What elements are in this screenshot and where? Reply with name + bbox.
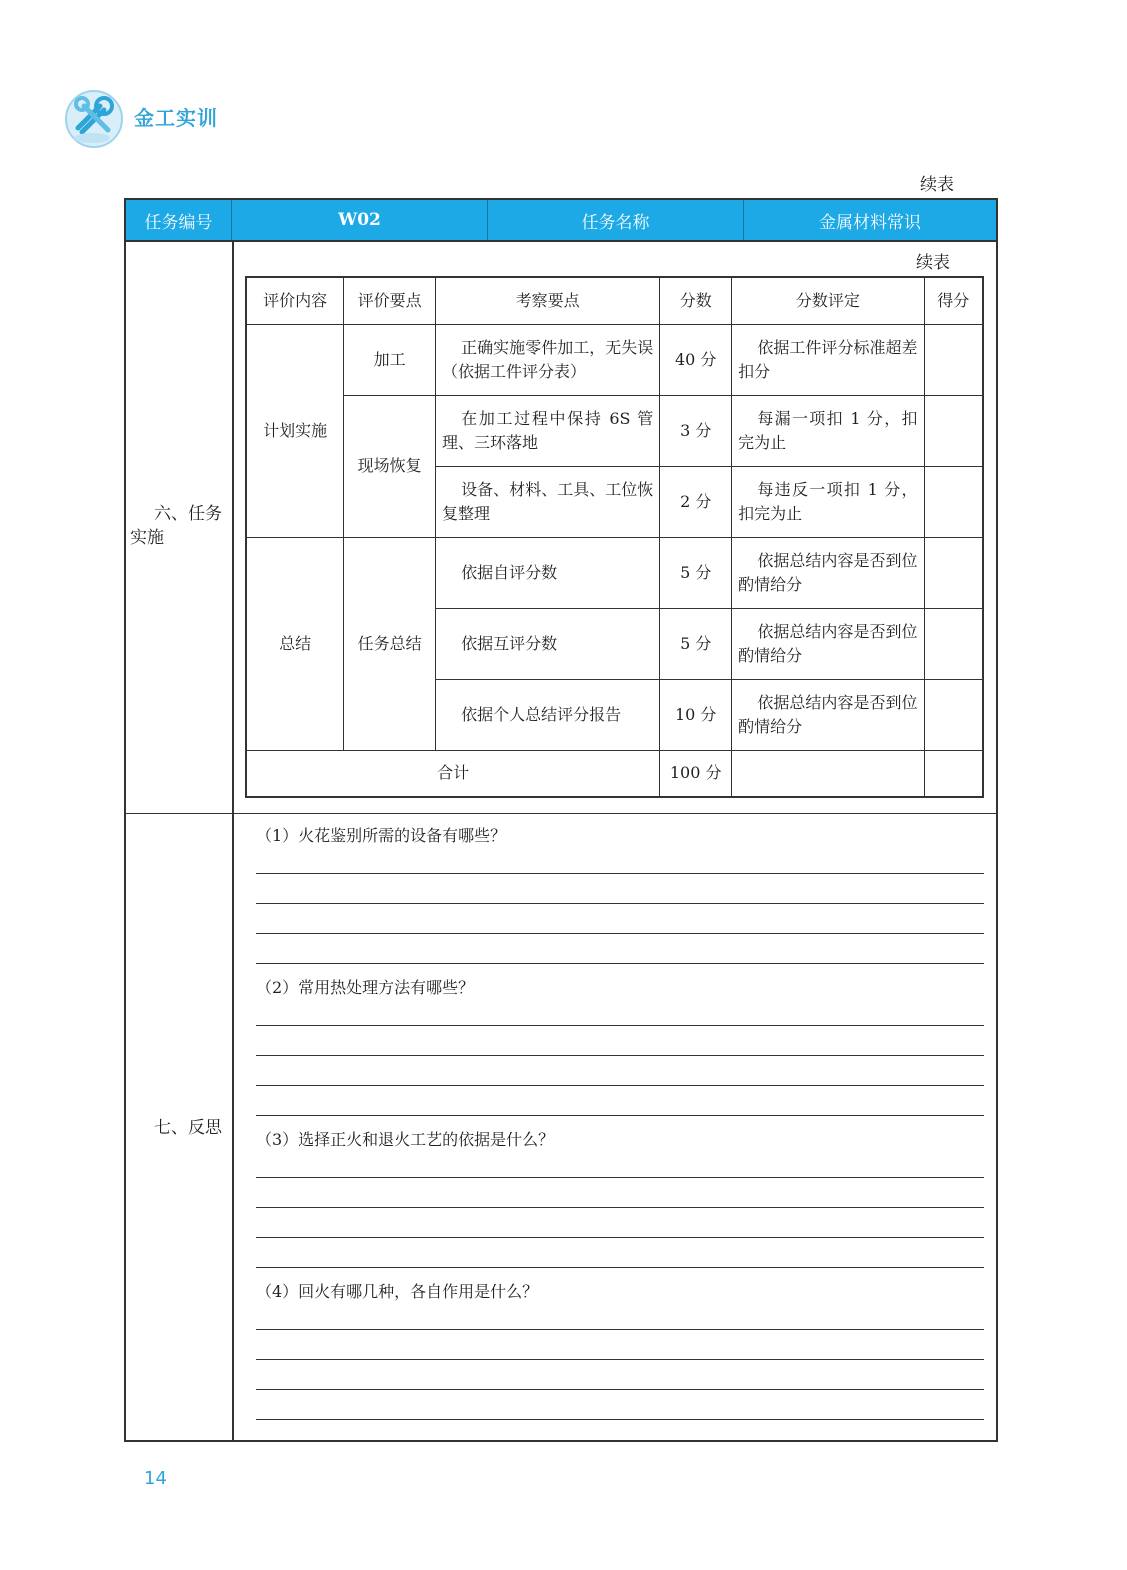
rule-cell: 每漏一项扣 1 分，扣完为止 bbox=[732, 395, 924, 466]
question-3: （3）选择正火和退火工艺的依据是什么？ bbox=[256, 1130, 555, 1149]
point-cell: 加工 bbox=[344, 324, 436, 395]
total-row bbox=[246, 750, 983, 797]
header-cell: 得分 bbox=[924, 277, 983, 324]
task-name-label: 任务名称 bbox=[488, 200, 744, 240]
check-cell: 依据自评分数 bbox=[435, 537, 659, 608]
answer-line[interactable] bbox=[256, 1055, 984, 1056]
answer-line[interactable] bbox=[256, 1389, 984, 1390]
header-cell: 评价要点 bbox=[344, 277, 436, 324]
score-cell: 2 分 bbox=[660, 466, 732, 537]
table-header-row bbox=[246, 277, 983, 324]
book-title: 金工实训 bbox=[134, 106, 218, 130]
score-cell: 5 分 bbox=[660, 537, 732, 608]
total-score: 100 分 bbox=[660, 750, 732, 797]
header-cell: 分数评定 bbox=[732, 277, 924, 324]
answer-line[interactable] bbox=[256, 1115, 984, 1116]
answer-line[interactable] bbox=[256, 1237, 984, 1238]
answer-line[interactable] bbox=[256, 1359, 984, 1360]
header-cell: 考察要点 bbox=[435, 277, 659, 324]
header-cell: 分数 bbox=[660, 277, 732, 324]
question-2: （2）常用热处理方法有哪些？ bbox=[256, 978, 475, 997]
section-divider bbox=[126, 813, 996, 814]
got-cell bbox=[924, 395, 983, 466]
rule-cell: 每违反一项扣 1 分，扣完为止 bbox=[732, 466, 924, 537]
answer-line[interactable] bbox=[256, 963, 984, 964]
page-number: 14 bbox=[144, 1468, 167, 1489]
check-cell: 依据互评分数 bbox=[435, 608, 659, 679]
section7-label: 七、反思 bbox=[154, 1118, 222, 1138]
check-cell: 正确实施零件加工，无失误（依据工件评分表） bbox=[435, 324, 659, 395]
answer-line[interactable] bbox=[256, 1207, 984, 1208]
page-header bbox=[62, 86, 362, 154]
answer-line[interactable] bbox=[256, 873, 984, 874]
continued-label: 续表 bbox=[920, 175, 954, 195]
rule-cell: 依据工件评分标准超差扣分 bbox=[732, 324, 924, 395]
point-cell: 任务总结 bbox=[344, 537, 436, 750]
header-cell: 评价内容 bbox=[246, 277, 344, 324]
score-cell: 5 分 bbox=[660, 608, 732, 679]
point-cell: 现场恢复 bbox=[344, 395, 436, 537]
section6-label: 六、任务实施 bbox=[130, 504, 222, 548]
got-cell bbox=[924, 608, 983, 679]
rule-cell: 依据总结内容是否到位酌情给分 bbox=[732, 537, 924, 608]
answer-line[interactable] bbox=[256, 933, 984, 934]
total-rule-cell bbox=[732, 750, 924, 797]
answer-line[interactable] bbox=[256, 1085, 984, 1086]
answer-line[interactable] bbox=[256, 1419, 984, 1420]
task-name-value: 金属材料常识 bbox=[819, 212, 921, 233]
score-cell: 10 分 bbox=[660, 679, 732, 750]
check-cell: 在加工过程中保持 6S 管理、三环落地 bbox=[435, 395, 659, 466]
got-cell bbox=[924, 324, 983, 395]
task-header-row bbox=[126, 200, 996, 242]
question-1: （1）火花鉴别所需的设备有哪些？ bbox=[256, 826, 507, 845]
answer-line[interactable] bbox=[256, 1025, 984, 1026]
total-label: 合计 bbox=[246, 750, 660, 797]
got-cell bbox=[924, 679, 983, 750]
wrench-logo-icon bbox=[62, 88, 126, 150]
content-cell: 总结 bbox=[246, 537, 344, 750]
evaluation-table bbox=[245, 276, 984, 798]
eval-continued-label: 续表 bbox=[916, 253, 950, 273]
task-id-value: W02 bbox=[232, 200, 488, 240]
score-cell: 3 分 bbox=[660, 395, 732, 466]
table-row bbox=[246, 324, 983, 395]
rule-cell: 依据总结内容是否到位酌情给分 bbox=[732, 608, 924, 679]
content-cell: 计划实施 bbox=[246, 324, 344, 537]
answer-line[interactable] bbox=[256, 903, 984, 904]
question-4: （4）回火有哪几种，各自作用是什么？ bbox=[256, 1282, 539, 1301]
score-cell: 40 分 bbox=[660, 324, 732, 395]
answer-line[interactable] bbox=[256, 1329, 984, 1330]
check-cell: 依据个人总结评分报告 bbox=[435, 679, 659, 750]
table-row bbox=[246, 537, 983, 608]
got-cell bbox=[924, 466, 983, 537]
table-row bbox=[246, 395, 983, 466]
total-got-cell bbox=[924, 750, 983, 797]
answer-line[interactable] bbox=[256, 1267, 984, 1268]
check-cell: 设备、材料、工具、工位恢复整理 bbox=[435, 466, 659, 537]
column-divider bbox=[232, 242, 234, 1440]
rule-cell: 依据总结内容是否到位酌情给分 bbox=[732, 679, 924, 750]
task-id-label: 任务编号 bbox=[126, 200, 232, 240]
got-cell bbox=[924, 537, 983, 608]
answer-line[interactable] bbox=[256, 1177, 984, 1178]
